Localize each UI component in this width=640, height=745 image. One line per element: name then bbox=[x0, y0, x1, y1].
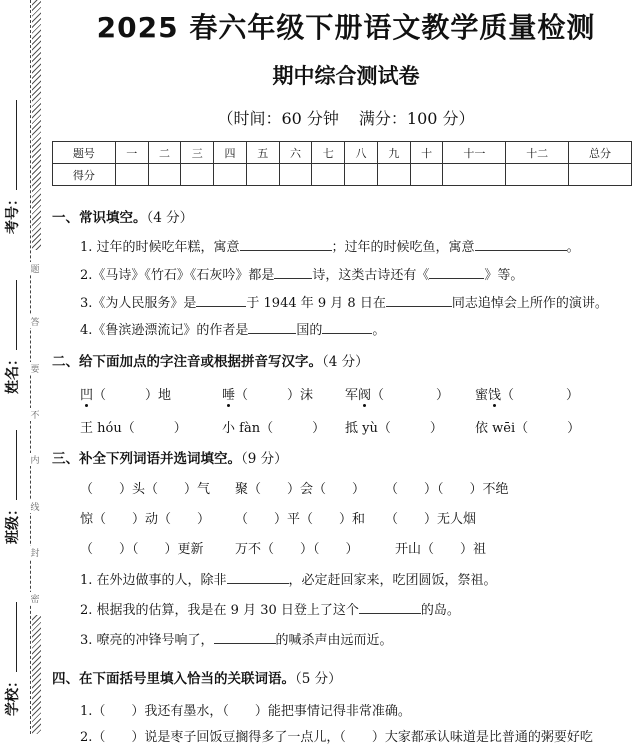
s3-item: 聚（ ）会（ ） bbox=[235, 482, 366, 497]
dotted-char: 凹 bbox=[80, 388, 94, 403]
name-label: 姓名： bbox=[5, 352, 21, 394]
s3-item: 开山（ ）祖 bbox=[395, 542, 487, 557]
section-4-heading bbox=[52, 667, 342, 687]
s2-item: 唾（ ）沫 bbox=[222, 388, 314, 403]
exam-no-label: 考号： bbox=[5, 192, 21, 234]
section-2-heading bbox=[52, 350, 369, 370]
exam-info bbox=[52, 106, 640, 129]
score-cell[interactable] bbox=[569, 164, 632, 186]
q-text: 同志追悼会上所作的演讲。 bbox=[451, 296, 608, 311]
score-table-header-cell: 四 bbox=[214, 142, 247, 164]
q-text: 的喊杀声由远而近。 bbox=[275, 633, 393, 648]
dotted-char: 阀 bbox=[358, 388, 372, 403]
dotted-char: 饯 bbox=[488, 388, 502, 403]
s3-question-1 bbox=[80, 569, 497, 588]
answer-blank[interactable] bbox=[475, 237, 567, 251]
s3-row-2 bbox=[80, 508, 620, 526]
s1-question-4 bbox=[80, 319, 385, 338]
score-table-header-cell: 九 bbox=[377, 142, 410, 164]
s1-question-1 bbox=[80, 236, 580, 255]
section-3-heading bbox=[52, 447, 288, 467]
section-3-points: （9 分） bbox=[241, 451, 288, 467]
school-underline bbox=[2, 602, 17, 672]
exam-no-field[interactable] bbox=[2, 100, 22, 234]
score-table-header-cell: 三 bbox=[181, 142, 214, 164]
s1-question-3 bbox=[80, 292, 608, 311]
s2-item: 小 fàn（ ） bbox=[222, 421, 326, 436]
answer-blank[interactable] bbox=[227, 570, 289, 584]
score-cell[interactable] bbox=[345, 164, 378, 186]
school-label: 学校： bbox=[5, 674, 21, 716]
student-info-strip bbox=[0, 0, 24, 734]
page-subtitle: 期中综合测试卷 bbox=[272, 64, 420, 88]
s3-item: （ ）（ ）更新 bbox=[80, 542, 204, 557]
s3-row-3 bbox=[80, 538, 620, 556]
score-table-header-cell: 一 bbox=[115, 142, 148, 164]
section-1-heading bbox=[52, 206, 193, 226]
s2-row-2 bbox=[80, 417, 620, 435]
s2-item: 军阀（ ） bbox=[345, 388, 450, 403]
school-field[interactable] bbox=[2, 602, 22, 716]
q-text: 4.《鲁滨逊漂流记》的作者是 bbox=[80, 323, 249, 338]
class-underline bbox=[2, 430, 17, 500]
q-text: 。 bbox=[566, 240, 580, 255]
score-cell[interactable] bbox=[115, 164, 148, 186]
score-cell[interactable] bbox=[279, 164, 312, 186]
answer-blank[interactable] bbox=[322, 320, 372, 334]
section-4-title: 四、在下面括号里填入恰当的关联词语。 bbox=[52, 671, 295, 687]
score-table-header-cell: 八 bbox=[345, 142, 378, 164]
q-text: 国的 bbox=[296, 323, 323, 338]
s4-question-2: 2.（ ）说是枣子回饭豆搁得多了一点儿，（ ）大家都承认味道是比普通的粥要好吃 bbox=[80, 730, 593, 745]
seal-char: 题 bbox=[28, 262, 42, 275]
section-1-points: （4 分） bbox=[146, 210, 194, 226]
score-cell[interactable] bbox=[506, 164, 569, 186]
s3-question-2 bbox=[80, 599, 460, 618]
s2-item: 王 hóu（ ） bbox=[80, 421, 187, 436]
s2-item: 抵 yù（ ） bbox=[345, 421, 443, 436]
score-cell[interactable] bbox=[410, 164, 443, 186]
score-row-label: 得分 bbox=[53, 164, 116, 186]
binding-hatch bbox=[32, 615, 41, 734]
q-text: 2. 根据我的估算，我是在 9 月 30 日登上了这个 bbox=[80, 603, 359, 618]
q-text: ；过年的时候吃鱼，寓意 bbox=[331, 240, 475, 255]
q-text: 。 bbox=[372, 323, 386, 338]
exam-no-underline bbox=[2, 100, 17, 190]
answer-blank[interactable] bbox=[196, 293, 246, 307]
answer-blank[interactable] bbox=[386, 293, 452, 307]
section-2-title: 二、给下面加点的字注音或根据拼音写汉字。 bbox=[52, 354, 322, 370]
s3-question-3 bbox=[80, 629, 393, 648]
answer-blank[interactable] bbox=[214, 630, 276, 644]
section-1-title: 一、常识填空。 bbox=[52, 210, 147, 226]
q-text: 的岛。 bbox=[420, 603, 460, 618]
seal-char: 要 bbox=[28, 362, 42, 375]
score-table-score-row bbox=[53, 164, 632, 186]
q-text: 2.《马诗》《竹石》《石灰吟》都是 bbox=[80, 268, 275, 283]
seal-char: 线 bbox=[28, 500, 42, 513]
s2-item: 蜜饯（ ） bbox=[475, 388, 580, 403]
dotted-char: 唾 bbox=[222, 388, 236, 403]
answer-blank[interactable] bbox=[248, 320, 296, 334]
score-table-header-cell: 五 bbox=[246, 142, 279, 164]
page-title: 2025 春六年级下册语文教学质量检测 bbox=[96, 11, 596, 44]
seal-char: 不 bbox=[28, 408, 42, 421]
class-field[interactable] bbox=[2, 430, 22, 544]
name-underline bbox=[2, 280, 17, 350]
score-table-header-cell: 七 bbox=[312, 142, 345, 164]
s3-item: 万不（ ）（ ） bbox=[235, 542, 359, 557]
exam-time: （时间：60 分钟 bbox=[217, 109, 339, 128]
s2-item: 依 wēi（ ） bbox=[475, 421, 581, 436]
score-table-header-cell: 十 bbox=[410, 142, 443, 164]
section-2-points: （4 分） bbox=[322, 354, 369, 370]
s3-item: （ ）平（ ）和 bbox=[235, 512, 366, 527]
answer-blank[interactable] bbox=[274, 265, 312, 279]
s2-row-1 bbox=[80, 384, 620, 402]
score-cell[interactable] bbox=[312, 164, 345, 186]
score-table bbox=[52, 141, 632, 186]
s3-row-1 bbox=[80, 478, 620, 496]
seal-char: 封 bbox=[28, 546, 42, 559]
answer-blank[interactable] bbox=[240, 237, 332, 251]
name-field[interactable] bbox=[2, 280, 22, 394]
s4-question-1: 1.（ ）我还有墨水，（ ）能把事情记得非常准确。 bbox=[80, 704, 411, 719]
seal-char: 密 bbox=[28, 592, 42, 605]
q-text: 3.《为人民服务》是 bbox=[80, 296, 197, 311]
score-cell[interactable] bbox=[443, 164, 506, 186]
score-cell[interactable] bbox=[246, 164, 279, 186]
score-cell[interactable] bbox=[181, 164, 214, 186]
q-text: 1. 过年的时候吃年糕，寓意 bbox=[80, 240, 240, 255]
score-table-header-cell: 总分 bbox=[569, 142, 632, 164]
q-text: 于 1944 年 9 月 8 日在 bbox=[246, 296, 386, 311]
s3-item: 惊（ ）动（ ） bbox=[80, 512, 211, 527]
score-cell[interactable] bbox=[377, 164, 410, 186]
section-3-title: 三、补全下列词语并选词填空。 bbox=[52, 451, 241, 467]
answer-blank[interactable] bbox=[429, 265, 484, 279]
score-cell[interactable] bbox=[148, 164, 181, 186]
answer-blank[interactable] bbox=[359, 600, 421, 614]
seal-char: 内 bbox=[28, 453, 42, 466]
q-text: 》等。 bbox=[484, 268, 524, 283]
score-table-header-row bbox=[53, 142, 632, 164]
class-label: 班级： bbox=[5, 502, 21, 544]
binding-hatch bbox=[32, 0, 41, 250]
s3-item: （ ）（ ）不绝 bbox=[385, 482, 509, 497]
score-table-header-cell: 二 bbox=[148, 142, 181, 164]
section-4-points: （5 分） bbox=[295, 671, 342, 687]
s3-item: （ ）无人烟 bbox=[385, 512, 477, 527]
s2-item: 凹（ ）地 bbox=[80, 388, 172, 403]
s3-item: （ ）头（ ）气 bbox=[80, 482, 211, 497]
seal-char: 答 bbox=[28, 315, 42, 328]
exam-full-score: 满分：100 分） bbox=[358, 109, 475, 128]
s1-question-2 bbox=[80, 264, 523, 283]
score-table-header-cell: 题号 bbox=[53, 142, 116, 164]
q-text: 诗，这类古诗还有《 bbox=[312, 268, 430, 283]
score-table-header-cell: 十一 bbox=[443, 142, 506, 164]
score-table-header-cell: 十二 bbox=[506, 142, 569, 164]
score-cell[interactable] bbox=[214, 164, 247, 186]
q-text: 1. 在外边做事的人，除非 bbox=[80, 573, 227, 588]
score-table-header-cell: 六 bbox=[279, 142, 312, 164]
q-text: ，必定赶回家来，吃团圆饭，祭祖。 bbox=[288, 573, 497, 588]
q-text: 3. 嘹亮的冲锋号响了， bbox=[80, 633, 214, 648]
